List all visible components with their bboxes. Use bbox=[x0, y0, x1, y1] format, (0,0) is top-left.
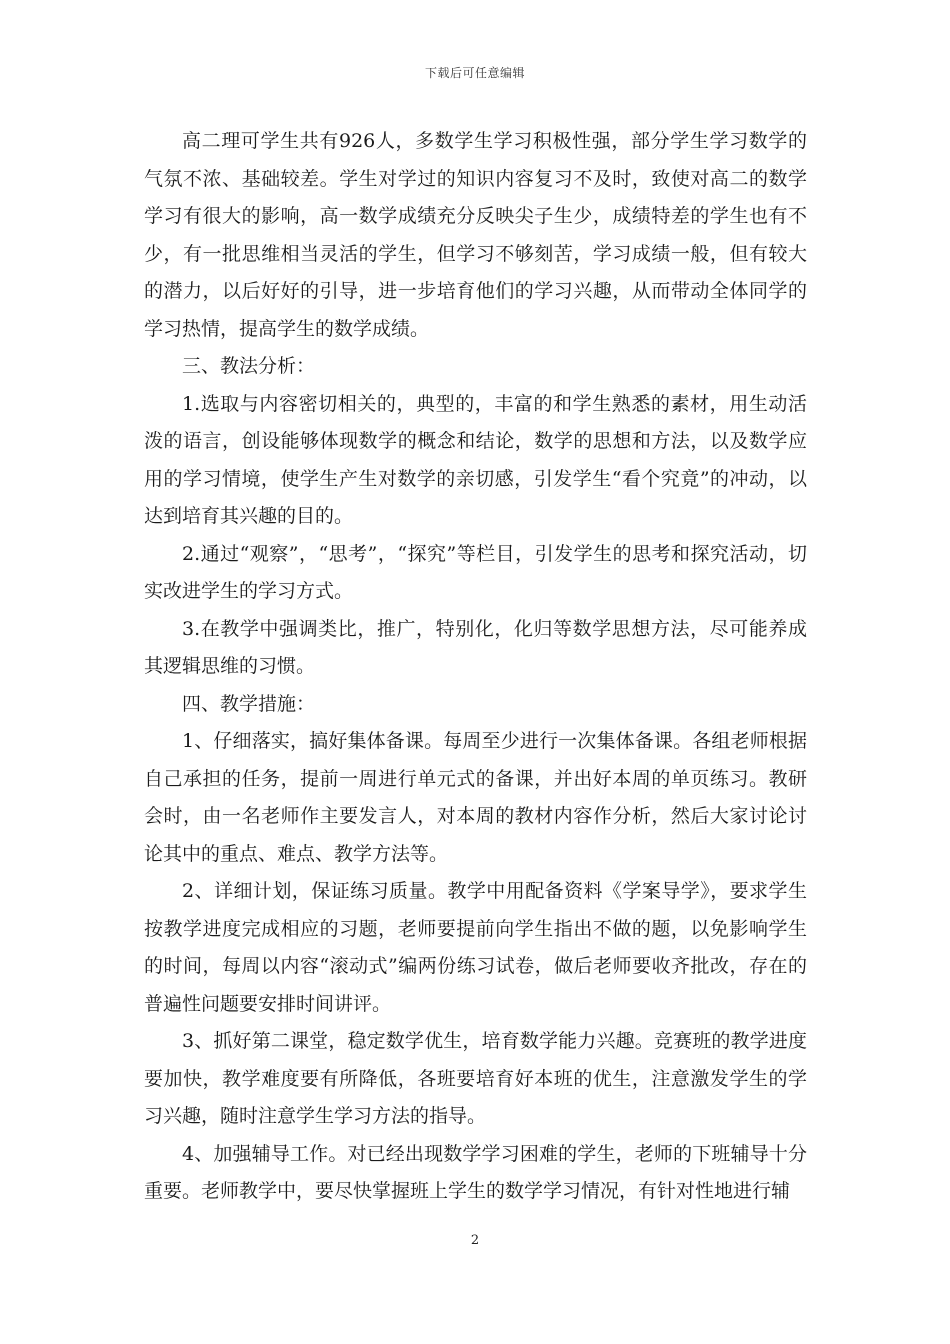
section-heading-teaching-methods: 三、教法分析： bbox=[182, 355, 316, 377]
paragraph-measure-1: 1、仔细落实，搞好集体备课。每周至少进行一次集体备课。各组老师根据自己承担的任务，提前一周进行单元式的备课，并出好本周的单页练习。教研会时，由一名老师作主要发言人，对本周的教材内容作分析，然后大家讨论讨论其中的重点、难点、教学方法等。 bbox=[144, 730, 807, 865]
section-heading-teaching-measures: 四、教学措施： bbox=[182, 692, 316, 715]
paragraph-student-analysis: 高二理可学生共有926人，多数学生学习积极性强，部分学生学习数学的气氛不浓、基础较差。学生对学过的知识内容复习不及时，致使对高二的数学学习有很大的影响，高一数学成绩充分反映尖子生少，成绩特差的学生也有不少，有一批思维相当灵活的学生，但学习不够刻苦，学习成绩一般，但有较大的潜力，以后好好的引导，进一步培育他们的学习兴趣，从而带动全体同学的学习热情，提高学生的数学成绩。 bbox=[144, 130, 807, 340]
page-number: 2 bbox=[470, 1233, 480, 1248]
paragraph-measure-3: 3、抓好第二课堂，稳定数学优生，培育数学能力兴趣。竞赛班的教学进度要加快，教学难度要有所降低，各班要培育好本班的优生，注意激发学生的学习兴趣，随时注意学生学习方法的指导。 bbox=[144, 1030, 807, 1127]
paragraph-method-2: 2.通过“观察”，“思考”，“探究”等栏目，引发学生的思考和探究活动，切实改进学生的学习方式。 bbox=[144, 542, 807, 602]
document-body bbox=[144, 123, 807, 1211]
paragraph-measure-4: 4、加强辅导工作。对已经出现数学学习困难的学生，老师的下班辅导十分重要。老师教学中，要尽快掌握班上学生的数学学习情况，有针对性地进行辅 bbox=[144, 1142, 807, 1202]
page-header: 下载后可任意编辑 bbox=[424, 66, 525, 80]
paragraph-measure-2: 2、详细计划，保证练习质量。教学中用配备资料《学案导学》，要求学生按教学进度完成相应的习题，老师要提前向学生指出不做的题，以免影响学生的时间，每周以内容“滚动式”编两份练习试卷，做后老师要收齐批改，存在的普遍性问题要安排时间讲评。 bbox=[144, 880, 807, 1015]
paragraph-method-3: 3.在教学中强调类比，推广，特别化，化归等数学思想方法，尽可能养成其逻辑思维的习惯。 bbox=[144, 617, 807, 677]
paragraph-method-1: 1.选取与内容密切相关的，典型的，丰富的和学生熟悉的素材，用生动活泼的语言，创设能够体现数学的概念和结论，数学的思想和方法，以及数学应用的学习情境，使学生产生对数学的亲切感，引发学生“看个究竟”的冲动，以达到培育其兴趣的目的。 bbox=[144, 392, 807, 527]
